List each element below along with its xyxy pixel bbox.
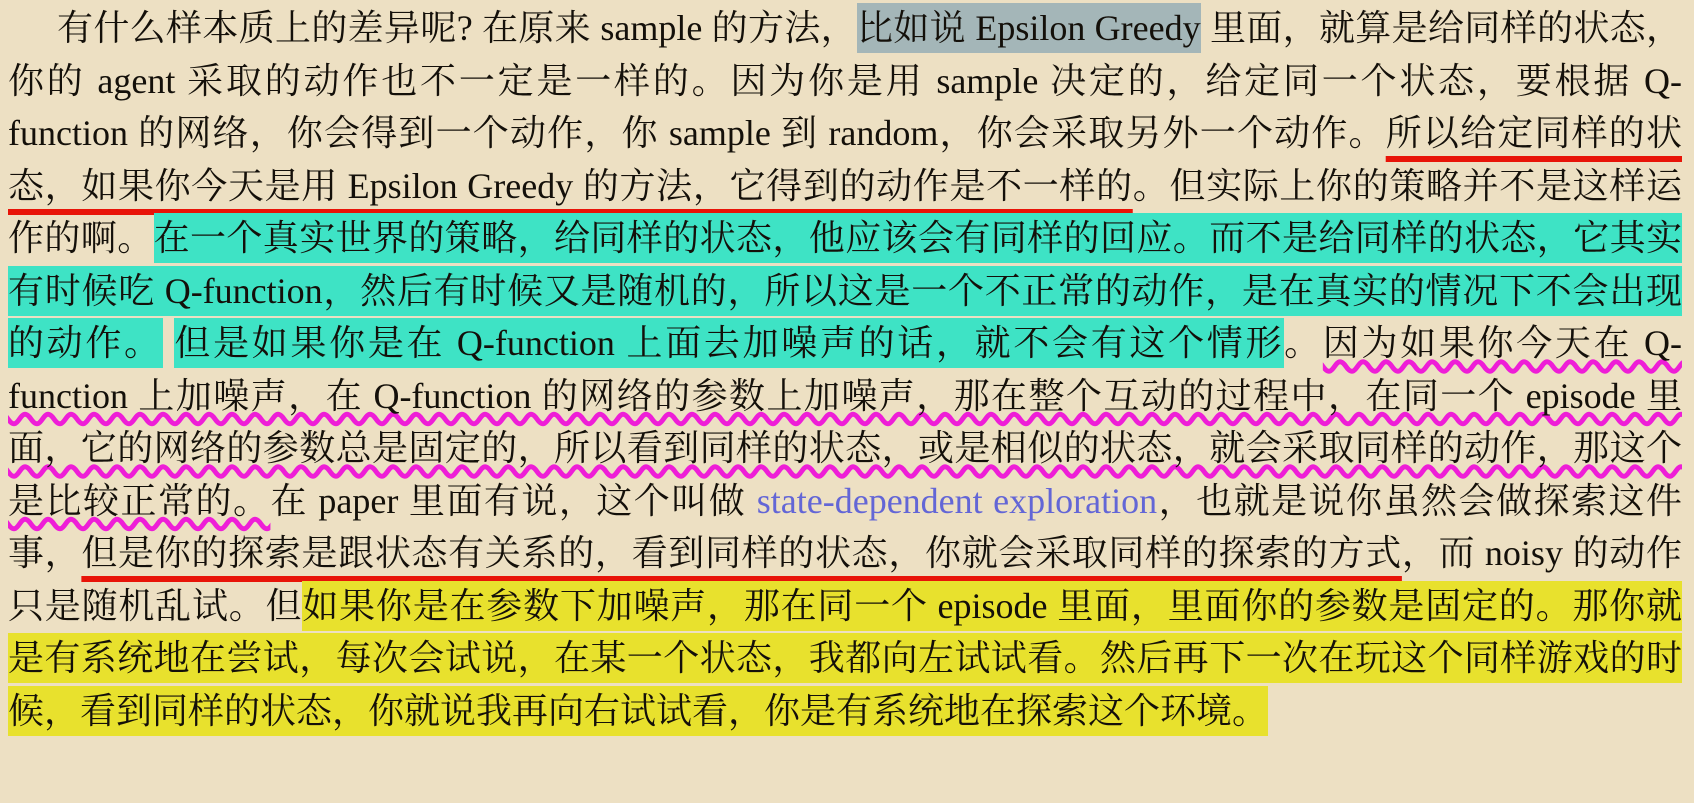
body-text: 。但实际上你的策略并不是这样运作的啊。 (8, 165, 1682, 258)
body-text: 有什么样本质上的差异呢? 在原来 sample 的方法， (57, 8, 857, 48)
cyan-highlighted-text: 在一个真实世界的策略，给同样的状态，他应该会有同样的回应。而不是给同样的状态，它其实有时候吃 Q-function，然后有时候又是随机的，所以这是一个不正常的动作，是在真实的情况下不会出现的动作。 (8, 213, 1682, 368)
red-underlined-text: 所以给定同样的状态，如果你今天是用 Epsilon Greedy 的方法，它得到的动作是不一样的 (8, 113, 1682, 206)
body-text: 。 (1284, 323, 1323, 363)
cyan-highlighted-text: 但是如果你是在 Q-function 上面去加噪声的话，就不会有这个情形 (174, 318, 1284, 368)
body-text: ，也就是说你虽然会做探索这件事， (8, 480, 1682, 573)
gray-highlighted-text: 比如说 Epsilon Greedy (857, 3, 1201, 53)
body-text (163, 323, 175, 363)
body-text: 里面，就算是给同样的状态，你的 agent 采取的动作也不一定是一样的。因为你是用 sample 决定的，给定同一个状态，要根据 Q-function 的网络，你会得到一个动作，你 sample 到 random，你会采取另外一个动作。 (8, 8, 1682, 153)
paragraph (8, 2, 1682, 737)
hyperlink-state-dependent-exploration[interactable]: state-dependent exploration (756, 480, 1158, 521)
red-underlined-text: 但是你的探索是跟状态有关系的，看到同样的状态，你就会采取同样的探索的方式 (81, 533, 1402, 573)
body-text: 在 paper 里面有说，这个叫做 (270, 480, 757, 521)
magenta-wavy-underlined-text: 因为如果你今天在 Q-function 上加噪声，在 Q-function 的网络的参数上加噪声，那在整个互动的过程中，在同一个 episode 里面，它的网络的参数总是固定的，所以看到同样的状态，或是相似的状态，就会采取同样的动作，那这个是比较正常的。 (8, 323, 1682, 521)
body-text: ，而 noisy 的动作只是随机乱试。但 (8, 533, 1682, 626)
yellow-highlighted-text: 如果你是在参数下加噪声，那在同一个 episode 里面，里面你的参数是固定的。那你就是有系统地在尝试，每次会试说，在某一个状态，我都向左试试看。然后再下一次在玩这个同样游戏的时候，看到同样的状态，你就说我再向右试试看，你是有系统地在探索这个环境。 (8, 581, 1682, 736)
